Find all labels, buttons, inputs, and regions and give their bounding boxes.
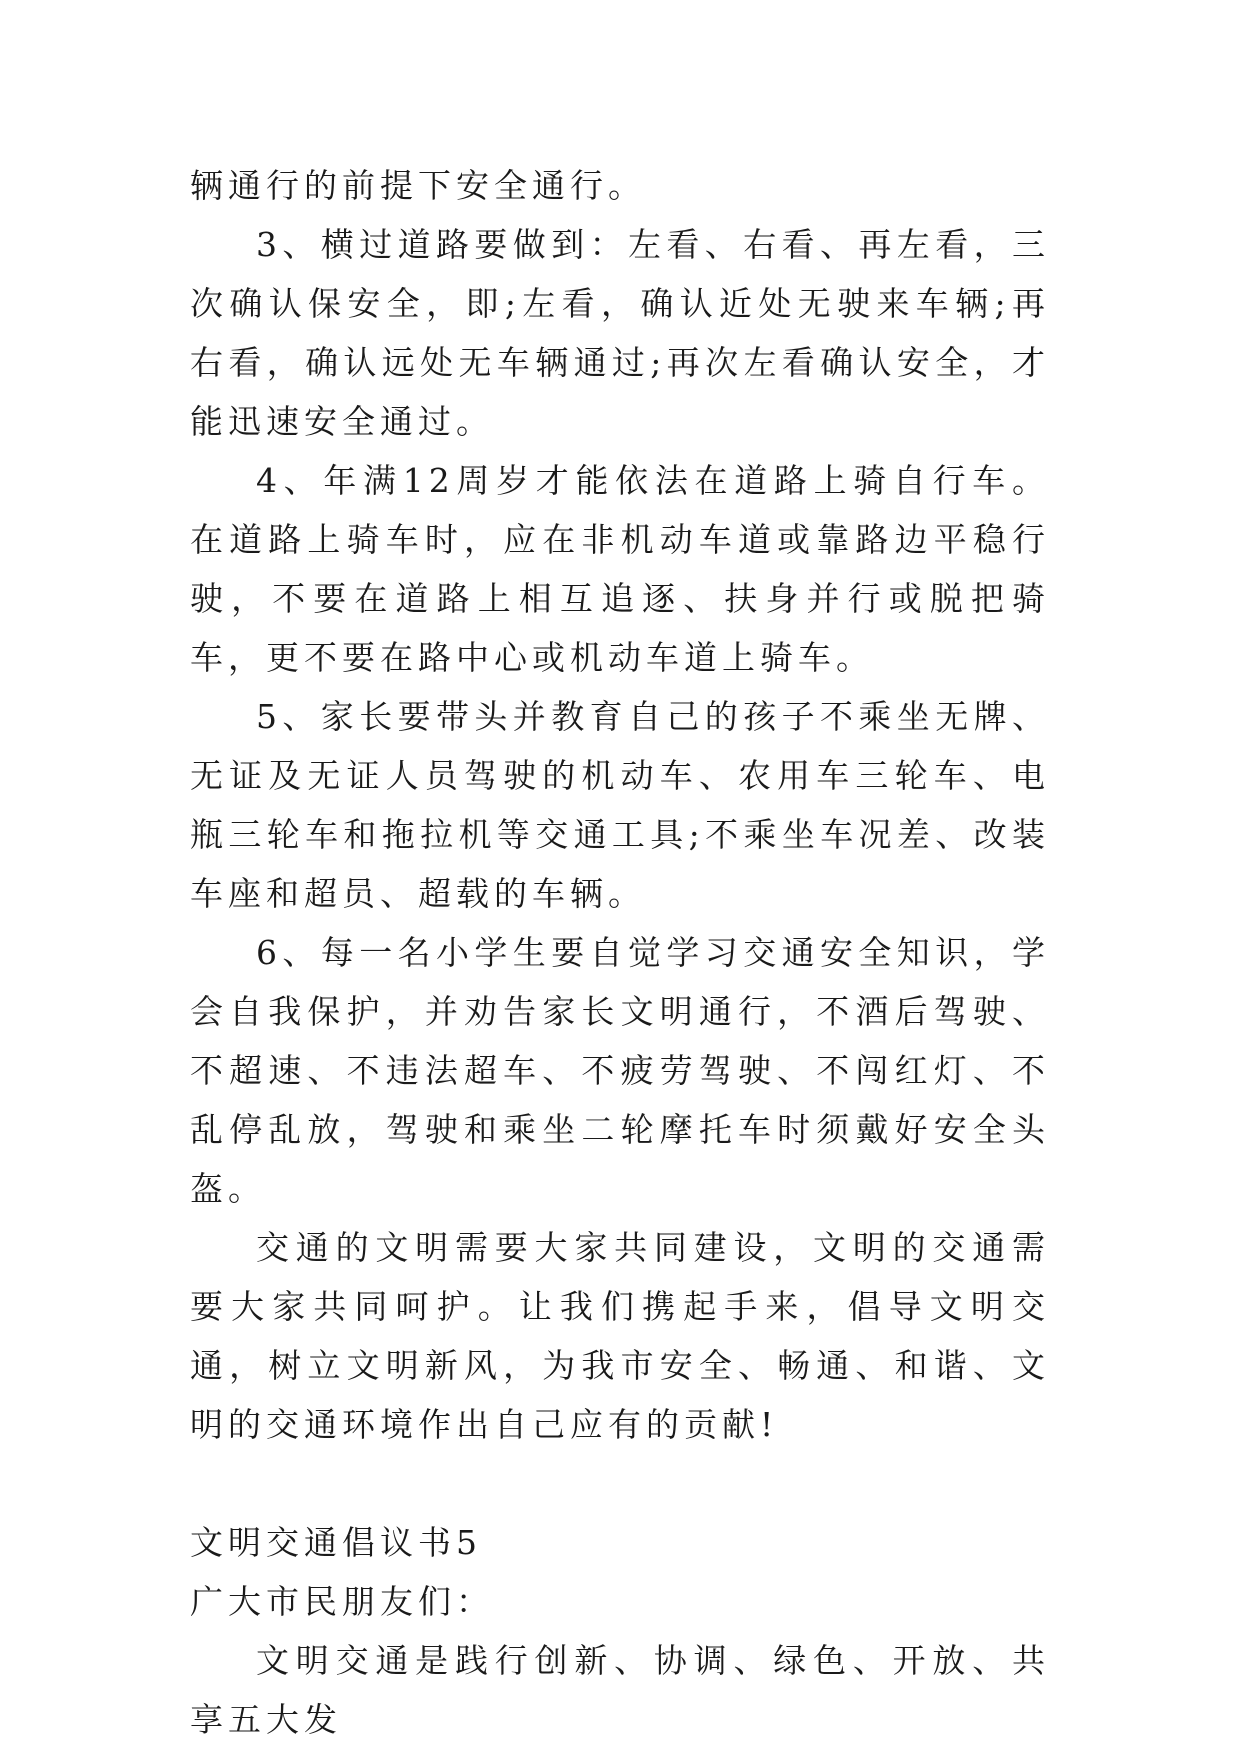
paragraph-item-6: 6、每一名小学生要自觉学习交通安全知识，学会自我保护，并劝告家长文明通行，不酒后驾驶、不超速、不违法超车、不疲劳驾驶、不闯红灯、不乱停乱放，驾驶和乘坐二轮摩托车时须戴好安全头盔。	[190, 933, 1050, 1208]
paragraph-item-3: 3、横过道路要做到：左看、右看、再左看，三次确认保安全，即;左看，确认近处无驶来车辆;再右看，确认远处无车辆通过;再次左看确认安全，才能迅速安全通过。	[190, 225, 1050, 441]
document-body	[190, 156, 1050, 1749]
salutation: 广大市民朋友们：	[190, 1582, 494, 1621]
section-spacer	[190, 1454, 1050, 1513]
paragraph-opening: 文明交通是践行创新、协调、绿色、开放、共享五大发	[190, 1641, 1050, 1739]
paragraph-closing: 交通的文明需要大家共同建设，文明的交通需要大家共同呵护。让我们携起手来，倡导文明交通，树立文明新风，为我市安全、畅通、和谐、文明的交通环境作出自己应有的贡献!	[190, 1228, 1050, 1444]
paragraph-item-4: 4、年满12周岁才能依法在道路上骑自行车。在道路上骑车时，应在非机动车道或靠路边平稳行驶，不要在道路上相互追逐、扶身并行或脱把骑车，更不要在路中心或机动车道上骑车。	[190, 461, 1050, 677]
paragraph-item-5: 5、家长要带头并教育自己的孩子不乘坐无牌、无证及无证人员驾驶的机动车、农用车三轮车、电瓶三轮车和拖拉机等交通工具;不乘坐车况差、改装车座和超员、超载的车辆。	[190, 697, 1050, 913]
section-title: 文明交通倡议书5	[190, 1523, 482, 1562]
paragraph-continuation: 辆通行的前提下安全通行。	[190, 166, 646, 205]
